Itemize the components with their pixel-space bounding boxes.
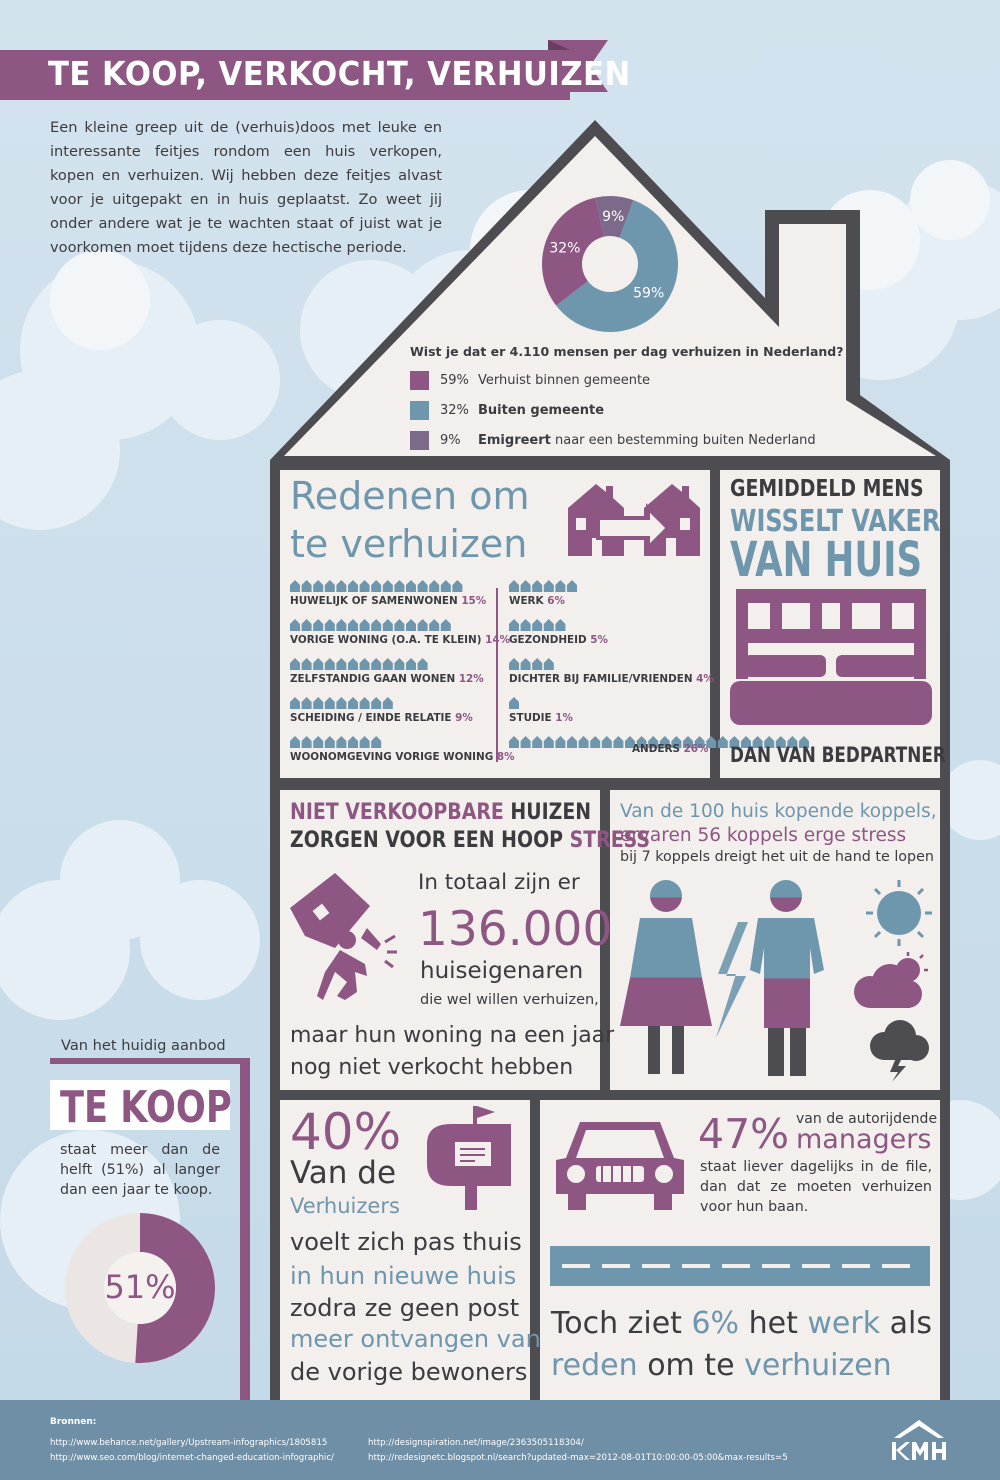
reason-label-text: WOONOMGEVING VORIGE WONING xyxy=(290,751,497,763)
reason-house-mark xyxy=(452,580,462,592)
donut-label-2: 32% xyxy=(549,240,581,257)
managers-small: van de autorijdende xyxy=(796,1111,938,1127)
reason-house-mark xyxy=(406,619,416,631)
reason-house-mark xyxy=(579,736,589,748)
reason-house-mark xyxy=(302,658,312,670)
reason-house-mark xyxy=(348,619,358,631)
reason-house-mark xyxy=(336,619,346,631)
reason-house-mark xyxy=(290,658,300,670)
bed-icon xyxy=(730,585,932,733)
mailbox-icon xyxy=(425,1104,517,1212)
weather-cloud-sun-icon xyxy=(850,952,930,1010)
bed-heading-4: DAN VAN BEDPARTNER xyxy=(730,743,946,767)
reason-label xyxy=(509,712,573,724)
reden-a: reden xyxy=(551,1348,638,1383)
reason-house-mark xyxy=(371,619,381,631)
reason-house-mark xyxy=(509,658,519,670)
reason-houses xyxy=(290,736,383,748)
couple-split-icon xyxy=(618,878,838,1080)
reason-house-mark xyxy=(290,736,300,748)
reason-house-mark xyxy=(383,619,393,631)
toch-c: het xyxy=(739,1306,808,1341)
reason-house-mark xyxy=(371,736,381,748)
stress-heading-2 xyxy=(290,828,650,853)
stress-heading-2b: STRESS xyxy=(569,828,651,853)
reason-houses xyxy=(509,658,555,670)
reason-house-mark xyxy=(325,697,335,709)
total-end xyxy=(290,1020,614,1084)
reason-house-mark xyxy=(302,697,312,709)
legend-text: Emigreert naar een bestemming buiten Nederland xyxy=(478,432,816,448)
reason-house-mark xyxy=(336,736,346,748)
reason-label-text: DICHTER BIJ FAMILIE/VRIENDEN xyxy=(509,673,697,685)
reason-house-mark xyxy=(371,697,381,709)
reason-house-mark xyxy=(302,736,312,748)
total-end-line2: nog niet verkocht hebben xyxy=(290,1055,574,1080)
reason-house-mark xyxy=(418,658,428,670)
managers-label: managers xyxy=(796,1124,932,1155)
reason-house-mark xyxy=(360,736,370,748)
reason-label-text: HUWELIJK OF SAMENWONEN xyxy=(290,595,462,607)
reason-house-mark xyxy=(336,697,346,709)
car-icon xyxy=(550,1114,690,1214)
legend-pct: 32% xyxy=(440,402,469,418)
source-link-4[interactable]: http://redesignetc.blogspot.nl/search?updated-max=2012-08-01T10:00:00-05:00&max-results=5 xyxy=(368,1453,788,1463)
reason-label xyxy=(632,743,708,755)
reason-house-mark xyxy=(532,580,542,592)
reason-label xyxy=(290,751,515,763)
reasons-divider xyxy=(496,588,498,762)
weather-storm-icon xyxy=(866,1018,932,1082)
reason-house-mark xyxy=(718,736,728,748)
reason-house-mark xyxy=(509,736,519,748)
couples-heading xyxy=(620,800,937,848)
post-line4: meer ontvangen van xyxy=(290,1325,541,1353)
couples-sub: bij 7 koppels dreigt het uit de hand te lopen xyxy=(620,849,934,865)
stress-heading-1 xyxy=(290,800,591,825)
toch-a: Toch ziet xyxy=(551,1306,692,1341)
reason-houses xyxy=(509,619,567,631)
reason-house-mark xyxy=(394,580,404,592)
total-number: 136.000 xyxy=(418,902,613,957)
reason-house-mark xyxy=(360,580,370,592)
toch-d: werk xyxy=(807,1306,881,1341)
reason-house-mark xyxy=(509,580,519,592)
reason-house-mark xyxy=(521,580,531,592)
donut-label-1: 59% xyxy=(633,285,665,302)
legend-text: Verhuist binnen gemeente xyxy=(478,372,651,388)
reason-house-mark xyxy=(371,580,381,592)
reason-label xyxy=(509,595,565,607)
reason-house-mark xyxy=(441,619,451,631)
moving-question: Wist je dat er 4.110 mensen per dag verhuizen in Nederland? xyxy=(410,344,844,359)
reason-label-pct: 12% xyxy=(458,673,484,685)
reason-label xyxy=(509,634,608,646)
reason-house-mark xyxy=(371,658,381,670)
toch-b: 6% xyxy=(691,1306,740,1341)
reason-label-text: VORIGE WONING (O.A. TE KLEIN) xyxy=(290,634,486,646)
reden-c: verhuizen xyxy=(744,1348,892,1383)
reason-label-pct: 6% xyxy=(547,595,565,607)
reason-house-mark xyxy=(544,736,554,748)
reason-house-mark xyxy=(348,580,358,592)
reason-house-mark xyxy=(394,658,404,670)
reason-house-mark xyxy=(313,619,323,631)
legend-row xyxy=(410,430,816,450)
reason-house-mark xyxy=(325,736,335,748)
reasons-title-line2: te verhuizen xyxy=(290,522,528,566)
source-link-1[interactable]: http://www.behance.net/gallery/Upstream-infographics/1805815 xyxy=(50,1438,328,1448)
reason-label-pct: 9% xyxy=(455,712,473,724)
reason-label-pct: 8% xyxy=(496,751,515,763)
source-link-2[interactable]: http://www.seo.com/blog/internet-changed-education-infographic/ xyxy=(50,1453,334,1463)
reason-label xyxy=(290,673,484,685)
te-koop-intro: Van het huidig aanbod xyxy=(61,1037,226,1054)
reden-b: om te xyxy=(637,1348,745,1383)
reason-label-text: STUDIE xyxy=(509,712,556,724)
reason-house-mark xyxy=(613,736,623,748)
post-van-de: Van de xyxy=(290,1155,397,1191)
total-intro: In totaal zijn er xyxy=(418,870,580,895)
post-line3: zodra ze geen post xyxy=(290,1294,520,1322)
houses-arrow-icon xyxy=(568,478,700,558)
reason-label-pct: 26% xyxy=(683,743,709,755)
reason-house-mark xyxy=(532,736,542,748)
reason-label xyxy=(290,634,510,646)
reason-houses xyxy=(290,658,429,670)
reason-house-mark xyxy=(590,736,600,748)
reason-label xyxy=(290,595,486,607)
road-graphic xyxy=(550,1246,930,1286)
reason-house-mark xyxy=(313,658,323,670)
reason-label-text: SCHEIDING / EINDE RELATIE xyxy=(290,712,456,724)
total-end-line1: maar hun woning na een jaar xyxy=(290,1023,615,1048)
bed-heading-2: WISSELT VAKER xyxy=(730,504,941,539)
reason-house-mark xyxy=(429,619,439,631)
reason-house-mark xyxy=(383,580,393,592)
toch-line2 xyxy=(551,1348,892,1383)
reason-label-pct: 15% xyxy=(461,595,487,607)
sources-heading: Bronnen: xyxy=(50,1417,97,1427)
reason-house-mark xyxy=(383,697,393,709)
reason-house-mark xyxy=(383,658,393,670)
legend-swatch xyxy=(410,431,429,450)
reason-houses xyxy=(509,580,579,592)
reason-house-mark xyxy=(555,580,565,592)
reason-house-mark xyxy=(360,697,370,709)
reason-label-text: ANDERS xyxy=(632,743,684,755)
reason-house-mark xyxy=(532,619,542,631)
stress-heading-1b: HUIZEN xyxy=(503,800,592,825)
weather-sun-icon xyxy=(864,878,934,948)
reason-house-mark xyxy=(290,619,300,631)
reason-house-mark xyxy=(360,619,370,631)
post-line1: voelt zich pas thuis xyxy=(290,1228,522,1256)
toch-e: als xyxy=(880,1306,932,1341)
couples-line2: ervaren 56 koppels erge stress xyxy=(620,825,907,846)
reason-house-mark xyxy=(290,580,300,592)
reason-house-mark xyxy=(406,580,416,592)
reason-house-mark xyxy=(302,580,312,592)
source-link-3[interactable]: http://designspiration.net/image/2363505118304/ xyxy=(368,1438,584,1448)
page-title: TE KOOP, VERKOCHT, VERHUIZEN xyxy=(48,54,631,93)
te-koop-label: TE KOOP xyxy=(60,1082,232,1133)
reason-house-mark xyxy=(348,736,358,748)
reason-label-pct: 1% xyxy=(555,712,573,724)
te-koop-text: staat meer dan de helft (51%) al langer dan een jaar te koop. xyxy=(60,1142,220,1198)
person-carrying-house-icon xyxy=(285,868,415,1008)
reason-house-mark xyxy=(544,658,554,670)
reason-house-mark xyxy=(567,580,577,592)
managers-text: staat liever dagelijks in de file, dan dat ze moeten verhuizen voor hun baan. xyxy=(700,1159,932,1215)
reason-house-mark xyxy=(555,736,565,748)
reason-house-mark xyxy=(544,619,554,631)
legend-pct: 9% xyxy=(440,432,461,448)
reason-houses xyxy=(509,697,521,709)
reason-houses xyxy=(290,697,394,709)
reason-house-mark xyxy=(521,658,531,670)
bed-heading-1: GEMIDDELD MENS xyxy=(730,476,924,502)
reason-label-pct: 14% xyxy=(485,634,510,646)
reason-house-mark xyxy=(441,580,451,592)
reason-label-text: ZELFSTANDIG GAAN WONEN xyxy=(290,673,459,685)
legend-row xyxy=(410,400,604,420)
donut-label-3: 9% xyxy=(602,209,625,226)
toch-line1 xyxy=(551,1306,932,1341)
total-sub: die wel willen verhuizen, xyxy=(420,992,599,1008)
managers-percentage: 47% xyxy=(698,1110,790,1158)
stress-heading-2a: ZORGEN VOOR EEN HOOP xyxy=(290,828,570,853)
legend-swatch xyxy=(410,401,429,420)
moving-donut-chart xyxy=(540,194,680,334)
legend-pct: 59% xyxy=(440,372,469,388)
reason-houses xyxy=(290,580,464,592)
reason-house-mark xyxy=(509,697,519,709)
te-koop-percentage: 51% xyxy=(104,1268,176,1306)
reason-house-mark xyxy=(302,619,312,631)
kmh-logo xyxy=(888,1418,950,1462)
reason-houses xyxy=(290,619,452,631)
legend-text: Buiten gemeente xyxy=(478,402,605,418)
reason-house-mark xyxy=(325,580,335,592)
reason-house-mark xyxy=(521,619,531,631)
reason-house-mark xyxy=(429,580,439,592)
reason-house-mark xyxy=(325,658,335,670)
reason-house-mark xyxy=(348,697,358,709)
reason-house-mark xyxy=(336,580,346,592)
post-percentage: 40% xyxy=(290,1103,402,1161)
reasons-title-line1: Redenen om xyxy=(290,474,530,518)
stress-heading-1a: NIET VERKOOPBARE xyxy=(290,800,504,825)
couples-line1: Van de 100 huis kopende koppels, xyxy=(620,801,937,822)
reason-house-mark xyxy=(521,736,531,748)
reason-house-mark xyxy=(290,697,300,709)
reason-house-mark xyxy=(532,658,542,670)
reason-house-mark xyxy=(406,658,416,670)
reason-label-pct: 4% xyxy=(696,673,714,685)
reason-house-mark xyxy=(313,580,323,592)
reason-house-mark xyxy=(348,658,358,670)
reason-house-mark xyxy=(555,619,565,631)
reason-house-mark xyxy=(325,619,335,631)
reason-label-pct: 5% xyxy=(590,634,608,646)
reason-house-mark xyxy=(509,619,519,631)
reason-house-mark xyxy=(567,736,577,748)
reason-house-mark xyxy=(418,580,428,592)
reason-label xyxy=(509,673,714,685)
reason-label-text: GEZONDHEID xyxy=(509,634,591,646)
reason-house-mark xyxy=(602,736,612,748)
reasons-title xyxy=(290,472,529,568)
legend-row xyxy=(410,370,650,390)
reason-house-mark xyxy=(418,619,428,631)
reason-house-mark xyxy=(313,736,323,748)
reason-house-mark xyxy=(313,697,323,709)
post-line2: in hun nieuwe huis xyxy=(290,1262,517,1290)
reason-house-mark xyxy=(360,658,370,670)
reason-house-mark xyxy=(336,658,346,670)
reason-label-text: WERK xyxy=(509,595,548,607)
post-line5: de vorige bewoners xyxy=(290,1358,528,1386)
intro-text: Een kleine greep uit de (verhuis)doos met leuke en interessante feitjes rondom een huis verkopen, kopen en verhuizen. Wij hebben deze feitjes alvast voor je uitgepakt en in huis geplaatst. Zo weet jij onder andere wat je te wachten staat of juist wat je voorkomen moet tijdens deze hectische periode. xyxy=(50,119,442,256)
reason-label xyxy=(290,712,473,724)
reason-house-mark xyxy=(394,619,404,631)
post-verhuizers: Verhuizers xyxy=(290,1194,400,1218)
total-unit: huiseigenaren xyxy=(420,958,584,984)
legend-swatch xyxy=(410,371,429,390)
reason-house-mark xyxy=(544,580,554,592)
bed-heading-3: VAN HUIS xyxy=(730,532,923,588)
